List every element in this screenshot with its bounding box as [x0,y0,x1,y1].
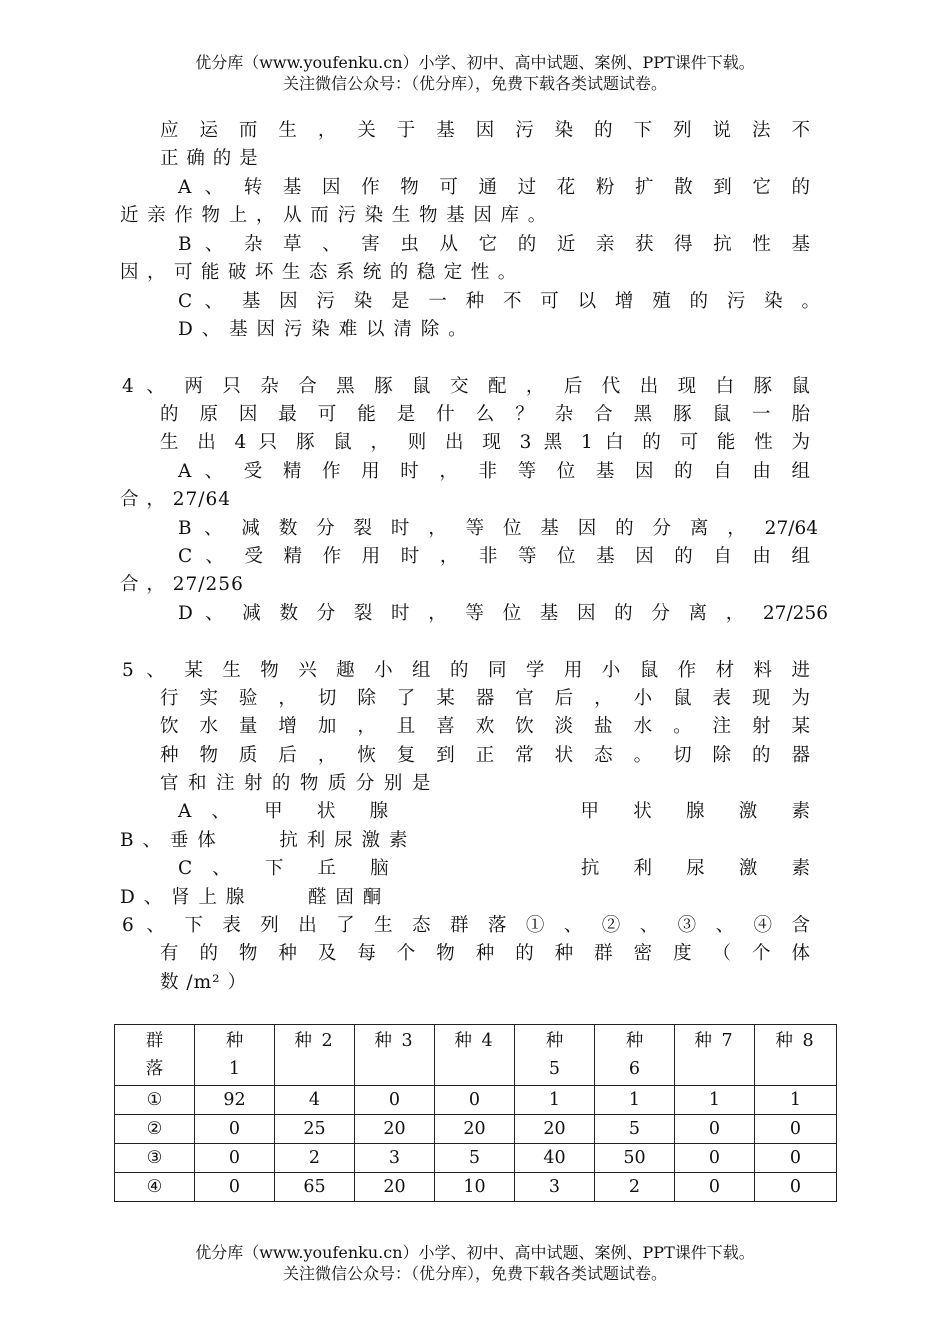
header-cell-species-3: 种 3 [355,1025,435,1086]
table-cell: 0 [195,1115,275,1144]
q3-option-b-line-1: B 、 杂 草 、 害 虫 从 它 的 近 亲 获 得 抗 性 基 [178,234,810,255]
table-row [115,1173,837,1202]
q4-option-a-line-2: 合 ， 27/64 [120,489,232,510]
q5-stem-line-1: 5 、 某 生 物 兴 趣 小 组 的 同 学 用 小 鼠 作 材 料 进 [122,660,810,681]
table-cell: 40 [515,1144,595,1173]
table-cell: ④ [115,1173,195,1202]
header-cell-community: 群 落 [115,1025,195,1086]
table-cell: ③ [115,1144,195,1173]
page-footer [0,1242,950,1284]
table-cell: 2 [275,1144,355,1173]
q4-option-b: B 、 减 数 分 裂 时 ， 等 位 基 因 的 分 离 ， 27/64 [178,518,818,539]
table-cell: 0 [355,1086,435,1115]
q3-option-d: D 、 基 因 污 染 难 以 清 除 。 [178,319,469,340]
table-cell: 1 [755,1086,837,1115]
table-cell: 1 [515,1086,595,1115]
table-cell: 65 [275,1173,355,1202]
table-cell: 3 [515,1173,595,1202]
table-cell: 50 [595,1144,675,1173]
header-cell-species-7: 种 7 [675,1025,755,1086]
table-row [115,1144,837,1173]
table-cell: ① [115,1086,195,1115]
table-row [115,1115,837,1144]
table-cell: 20 [355,1115,435,1144]
header-cell-species-2: 种 2 [275,1025,355,1086]
table-cell: 10 [435,1173,515,1202]
q3-stem-line-1: 应 运 而 生 ， 关 于 基 因 污 染 的 下 列 说 法 不 [160,120,810,141]
q3-option-a-line-2: 近 亲 作 物 上 ， 从 而 污 染 生 物 基 因 库 。 [120,205,548,226]
table-cell: 3 [355,1144,435,1173]
header-cell-species-4: 种 4 [435,1025,515,1086]
table-cell: 20 [435,1115,515,1144]
header-line-2: 关注微信公众号：（优分库），免费下载各类试题试卷。 [282,74,667,93]
q6-stem-line-3: 数 /m² ） [160,972,247,993]
table-cell: 0 [675,1173,755,1202]
table-cell: 0 [195,1173,275,1202]
q5-stem-line-3: 饮 水 量 增 加 ， 且 喜 欢 饮 淡 盐 水 。 注 射 某 [160,716,810,737]
footer-line-1: 优分库（www.youfenku.cn）小学、初中、高中试题、案例、PPT课件下载。 [195,1243,755,1262]
q4-stem-line-3: 生 出 4 只 豚 鼠 ， 则 出 现 3 黑 1 白 的 可 能 性 为 [160,432,810,453]
table-cell: 1 [595,1086,675,1115]
table-cell: 0 [675,1144,755,1173]
table-cell: ② [115,1115,195,1144]
page-header [0,52,950,94]
q5-option-a: A 、 甲 状 腺 甲 状 腺 激 素 [178,801,810,822]
q5-stem-line-2: 行 实 验 ， 切 除 了 某 器 官 后 ， 小 鼠 表 现 为 [160,688,810,709]
table-cell: 4 [275,1086,355,1115]
table-cell: 0 [755,1173,837,1202]
q4-option-c-line-2: 合 ， 27/256 [120,574,244,595]
table-cell: 5 [595,1115,675,1144]
species-density-table [114,1024,837,1202]
q5-stem-line-4: 种 物 质 后 ， 恢 复 到 正 常 状 态 。 切 除 的 器 [160,745,810,766]
table-header-row [115,1025,837,1086]
table-cell: 0 [675,1115,755,1144]
header-cell-species-1: 种 1 [195,1025,275,1086]
table-cell: 0 [755,1115,837,1144]
q5-stem-line-5: 官 和 注 射 的 物 质 分 别 是 [160,773,433,794]
table-cell: 20 [515,1115,595,1144]
q3-stem-line-2: 正 确 的 是 [160,148,259,169]
table-cell: 5 [435,1144,515,1173]
table-cell: 25 [275,1115,355,1144]
header-cell-species-8: 种 8 [755,1025,837,1086]
q4-stem-line-2: 的 原 因 最 可 能 是 什 么 ？ 杂 合 黑 豚 鼠 一 胎 [160,404,810,425]
q5-option-c: C 、 下 丘 脑 抗 利 尿 激 素 [178,858,810,879]
q3-option-a-line-1: A 、 转 基 因 作 物 可 通 过 花 粉 扩 散 到 它 的 [178,177,810,198]
q3-option-c: C 、 基 因 污 染 是 一 种 不 可 以 增 殖 的 污 染 。 [178,291,820,312]
table-cell: 92 [195,1086,275,1115]
q4-option-d: D 、 减 数 分 裂 时 ， 等 位 基 因 的 分 离 ， 27/256 [178,603,828,624]
table-cell: 20 [355,1173,435,1202]
q4-stem-line-1: 4 、 两 只 杂 合 黑 豚 鼠 交 配 ， 后 代 出 现 白 豚 鼠 [122,376,810,397]
q4-option-c-line-1: C 、 受 精 作 用 时 ， 非 等 位 基 因 的 自 由 组 [178,546,810,567]
q4-option-a-line-1: A 、 受 精 作 用 时 ， 非 等 位 基 因 的 自 由 组 [178,461,810,482]
table-cell: 0 [195,1144,275,1173]
footer-line-2: 关注微信公众号：（优分库），免费下载各类试题试卷。 [282,1264,667,1283]
q6-stem-line-2: 有 的 物 种 及 每 个 物 种 的 种 群 密 度 （ 个 体 [160,943,810,964]
header-line-1: 优分库（www.youfenku.cn）小学、初中、高中试题、案例、PPT课件下载。 [195,53,755,72]
q6-stem-line-1: 6 、 下 表 列 出 了 生 态 群 落 ① 、 ② 、 ③ 、 ④ 含 [122,915,810,936]
table-cell: 0 [435,1086,515,1115]
q5-option-b: B 、 垂 体 抗 利 尿 激 素 [120,830,409,851]
q5-option-d: D 、 肾 上 腺 醛 固 酮 [120,887,383,908]
table-cell: 2 [595,1173,675,1202]
header-cell-species-6: 种 6 [595,1025,675,1086]
q3-option-b-line-2: 因 ， 可 能 破 坏 生 态 系 统 的 稳 定 性 。 [120,262,518,283]
table-cell: 0 [755,1144,837,1173]
table-row [115,1086,837,1115]
table-cell: 1 [675,1086,755,1115]
header-cell-species-5: 种 5 [515,1025,595,1086]
